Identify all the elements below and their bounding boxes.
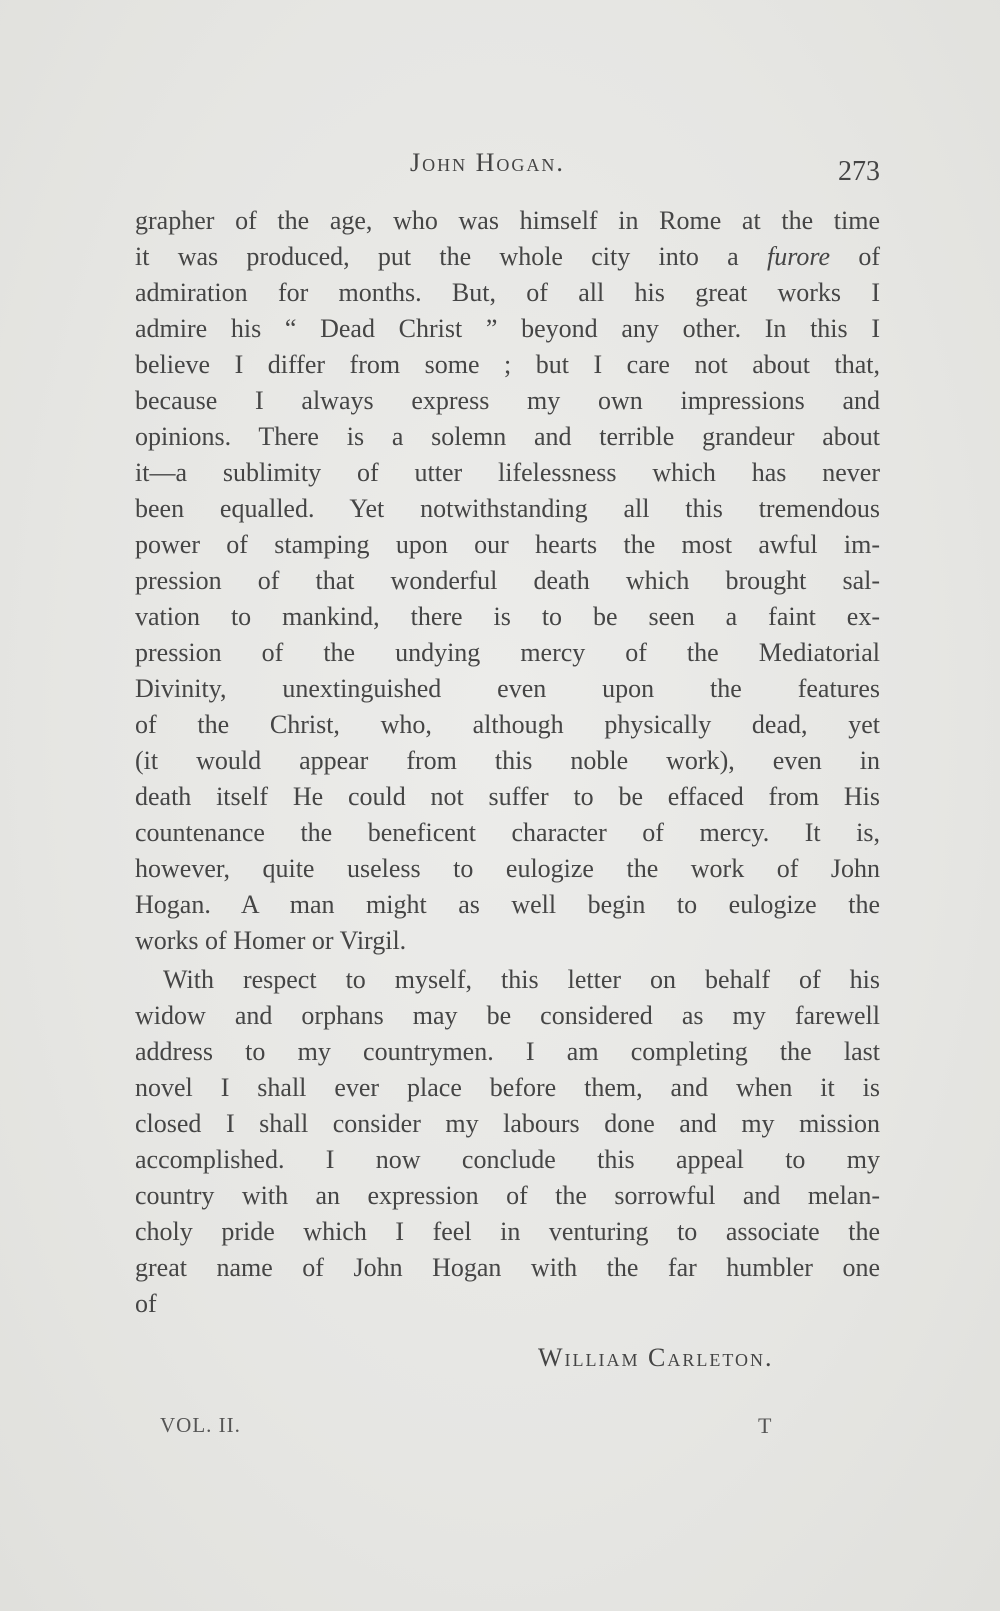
text-line: countenance the beneficent character of mercy. It is, bbox=[135, 818, 880, 847]
text-line: country with an expression of the sorrowful and melan- bbox=[135, 1181, 880, 1210]
text-line-with-italic bbox=[135, 239, 880, 275]
text-line: death itself He could not suffer to be effaced from His bbox=[135, 782, 880, 811]
text-line: Hogan. A man might as well begin to eulogize the bbox=[135, 890, 880, 919]
italic-word: furore bbox=[767, 242, 831, 271]
text-line: because I always express my own impressions and bbox=[135, 386, 880, 415]
body-text bbox=[135, 203, 880, 1322]
signature-mark: T bbox=[758, 1413, 772, 1438]
text-line: been equalled. Yet notwithstanding all this tremendous bbox=[135, 494, 880, 523]
text-line: works of Homer or Virgil. bbox=[135, 926, 407, 955]
text-line: it—a sublimity of utter lifelessness which has never bbox=[135, 458, 880, 487]
text-line: however, quite useless to eulogize the work of John bbox=[135, 854, 880, 883]
text-line: widow and orphans may be considered as my farewell bbox=[135, 1001, 880, 1030]
text-line: believe I differ from some ; but I care not about that, bbox=[135, 350, 880, 379]
text-line: admiration for months. But, of all his great works I bbox=[135, 278, 880, 307]
text-fragment: of bbox=[830, 242, 880, 271]
volume-label: VOL. II. bbox=[160, 1413, 241, 1437]
running-head bbox=[0, 148, 1000, 188]
text-line: With respect to myself, this letter on behalf of his bbox=[163, 965, 880, 994]
running-title: John Hogan. bbox=[410, 148, 565, 177]
text-line: closed I shall consider my labours done and my mission bbox=[135, 1109, 880, 1138]
page-number: 273 bbox=[838, 156, 880, 187]
text-line: pression of the undying mercy of the Mediatorial bbox=[135, 638, 880, 667]
text-line: of the Christ, who, although physically dead, yet bbox=[135, 710, 880, 739]
text-line: novel I shall ever place before them, and when it is bbox=[135, 1073, 880, 1102]
text-line: opinions. There is a solemn and terrible grandeur about bbox=[135, 422, 880, 451]
text-line: accomplished. I now conclude this appeal to my bbox=[135, 1145, 880, 1174]
text-line: (it would appear from this noble work), even in bbox=[135, 746, 880, 775]
text-line: grapher of the age, who was himself in Rome at the time bbox=[135, 206, 880, 235]
text-line: address to my countrymen. I am completing the last bbox=[135, 1037, 880, 1066]
text-line: power of stamping upon our hearts the most awful im- bbox=[135, 530, 880, 559]
author-signature: William Carleton. bbox=[538, 1343, 774, 1372]
text-line: vation to mankind, there is to be seen a faint ex- bbox=[135, 602, 880, 631]
text-line: admire his “ Dead Christ ” beyond any other. In this I bbox=[135, 314, 880, 343]
text-line: great name of John Hogan with the far humbler one bbox=[135, 1253, 880, 1282]
text-line: Divinity, unextinguished even upon the features bbox=[135, 674, 880, 703]
text-line: pression of that wonderful death which brought sal- bbox=[135, 566, 880, 595]
text-fragment: it was produced, put the whole city into a bbox=[135, 242, 767, 271]
text-line: of bbox=[135, 1289, 157, 1318]
text-line: choly pride which I feel in venturing to associate the bbox=[135, 1217, 880, 1246]
